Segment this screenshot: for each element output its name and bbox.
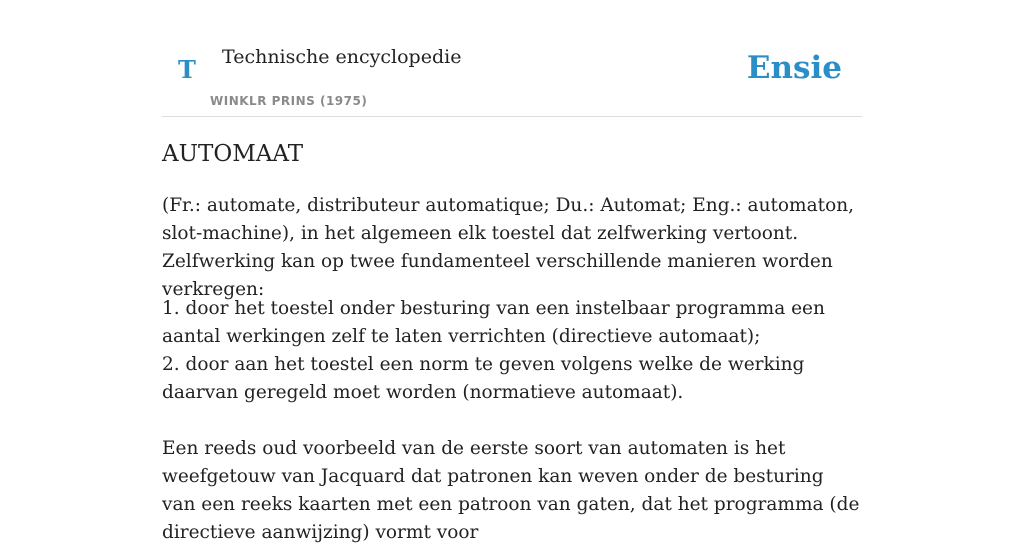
list-item: 2. door aan het toestel een norm te geven volgens welke de werking daarvan geregeld moet worden (normatieve automaat). [162, 354, 805, 403]
entry-paragraph-text: Een reeds oud voorbeeld van de eerste soort van automaten is het weefgetouw van Jacquard dat patronen kan weven onder de besturing van een reeks kaarten met een patroon van gaten, dat het programma (de directieve aanwijzing) vormt voor [162, 438, 860, 543]
entry-paragraph [162, 192, 862, 304]
entry-paragraph-text: (Fr.: automate, distributeur automatique; Du.: Automat; Eng.: automaton, slot-machine), in het algemeen elk toestel dat zelfwerking vertoont. Zelfwerking kan op twee fundamenteel verschillende manieren worden verkregen: [162, 195, 854, 300]
entry-list [162, 295, 862, 407]
entry-title: AUTOMAAT [162, 141, 304, 167]
header [162, 0, 862, 117]
book-title[interactable]: Technische encyclopedie [222, 46, 462, 68]
entry-paragraph [162, 435, 862, 547]
list-item: 1. door het toestel onder besturing van een instelbaar programma een aantal werkingen zelf te laten verrichten (directieve automaat); [162, 298, 825, 347]
ensie-logo-link[interactable]: Ensie [746, 50, 842, 86]
article-page [162, 0, 862, 543]
book-logo[interactable]: T [178, 55, 196, 84]
book-subtitle: WINKLR PRINS (1975) [210, 94, 368, 108]
